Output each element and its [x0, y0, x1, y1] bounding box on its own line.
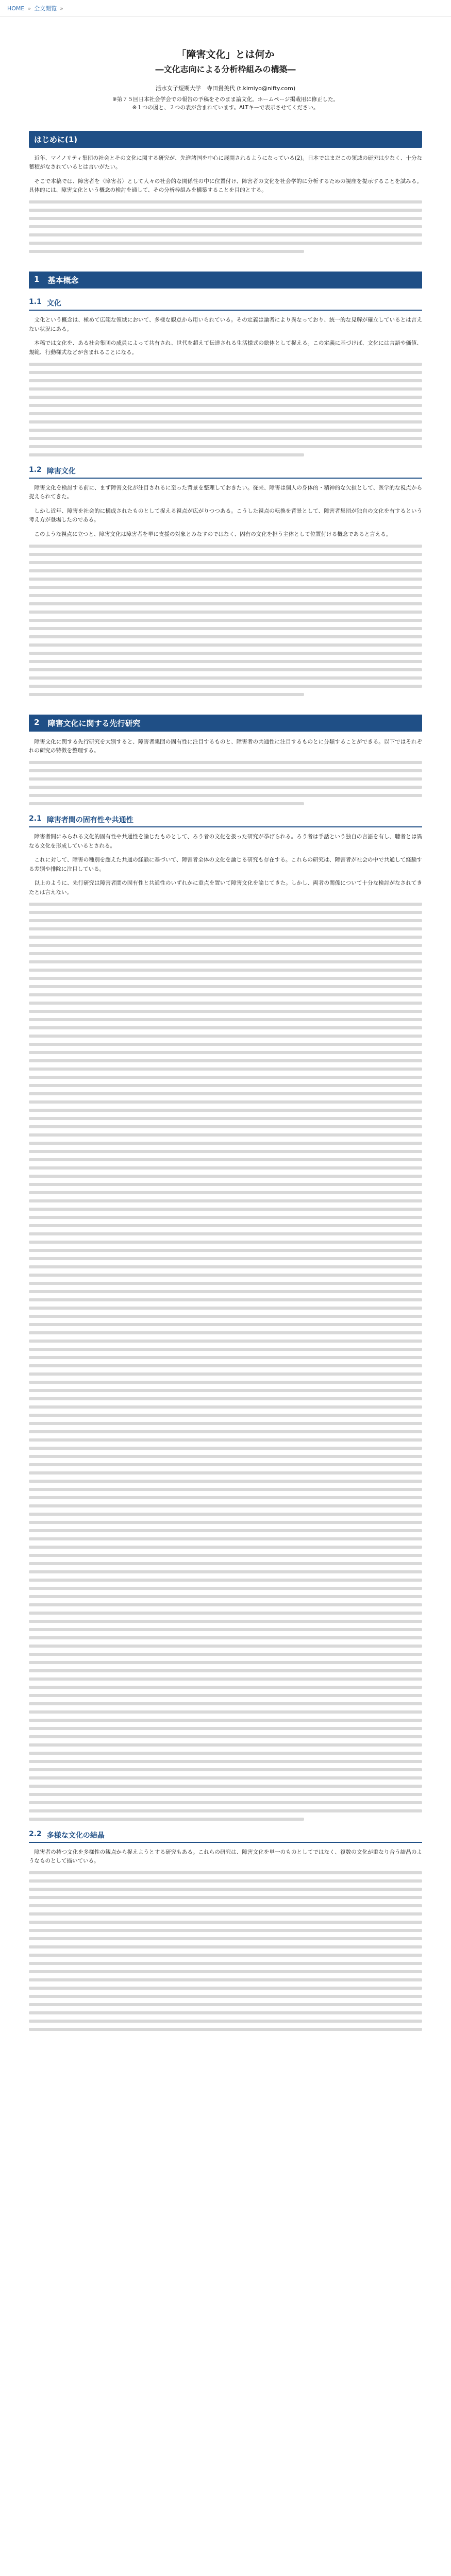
note-line: ※１つの図と、２つの表が含まれています。ALTキーで表示させてください。 [132, 105, 319, 111]
section-heading [29, 715, 422, 732]
paragraph: 近年、マイノリティ集団の社会とその文化に関する研究が、先進諸国を中心に展開されるようになっている(2)。日本ではまだこの領域の研究は少なく、十分な蓄積がなされているとは言いがたい。 [29, 155, 422, 171]
page-title: 「障害文化」とは何か [176, 49, 275, 60]
subsection-title: 障害文化 [46, 467, 76, 476]
paragraph: これに対して、障害の種別を超えた共通の経験に基づいて、障害者全体の文化を論じる研究も存在する。これらの研究は、障害者が社会の中で共通して経験する差別や排除に注目している。 [29, 857, 422, 872]
subsection-number: 1.2 [29, 465, 42, 474]
paragraph: 文化という概念は、極めて広範な領域において、多様な観点から用いられている。その定義は論者により異なっており、統一的な見解が確立しているとは言えない状況にある。 [29, 317, 422, 332]
note-line: ※第７５回日本社会学会での報告の予稿をそのまま論文化。ホームページ掲載用に修正した。 [112, 96, 339, 103]
subsection-title: 多様な文化の結晶 [46, 1831, 105, 1840]
section-heading: はじめに(1) [29, 131, 422, 148]
subsection-heading [29, 466, 422, 479]
subsection-title: 障害者間の固有性や共通性 [46, 816, 133, 824]
subsection-number: 1.1 [29, 298, 42, 307]
page-subtitle: ―文化志向による分析枠組みの構築― [155, 64, 296, 74]
text-placeholder [29, 545, 422, 696]
breadcrumb-separator: » [27, 5, 31, 12]
breadcrumb [0, 0, 451, 17]
section-number: 1 [34, 275, 40, 284]
paragraph: そこで本稿では、障害者を〈障害者〉として人々の社会的な関係性の中に位置付け、障害者の文化を社会学的に分析するための視座を提示することを試みる。具体的には、障害文化という概念の検討を通して、その分析枠組みを構築することを目的とする。 [29, 178, 422, 194]
section-title: 障害文化に関する先行研究 [47, 718, 141, 728]
paragraph: このような視点に立つと、障害文化は障害者を単に支援の対象とみなすのではなく、固有の文化を担う主体として位置付ける概念であると言える。 [34, 531, 392, 538]
section-heading [29, 272, 422, 289]
paragraph: しかし近年、障害を社会的に構成されたものとして捉える視点が広がりつつある。こうした視点の転換を背景として、障害者集団が独自の文化を有するという考え方が登場したのである。 [29, 507, 422, 523]
section-1 [29, 272, 422, 696]
subsection-heading [29, 298, 422, 311]
subsection-number: 2.1 [29, 814, 42, 823]
paragraph: 本稿では文化を、ある社会集団の成員によって共有され、世代を超えて伝達される生活様式の総体として捉える。この定義に基づけば、文化には言語や価値、規範、行動様式などが含まれることになる。 [29, 340, 422, 355]
text-placeholder [29, 761, 422, 805]
subsection-heading [29, 1830, 422, 1843]
paragraph: 障害文化を検討する前に、まず障害文化が注目されるに至った背景を整理しておきたい。従来、障害は個人の身体的・精神的な欠損として、医学的な視点から捉えられてきた。 [29, 484, 422, 500]
text-placeholder [29, 363, 422, 456]
paragraph: 障害者間にみられる文化的固有性や共通性を論じたものとして、ろう者の文化を扱った研究が挙げられる。ろう者は手話という独自の言語を有し、聴者とは異なる文化を形成しているとされる。 [29, 833, 422, 849]
subsection-title: 文化 [46, 299, 61, 308]
text-placeholder [29, 903, 422, 1821]
home-link[interactable]: HOME [7, 5, 25, 12]
paragraph: 障害者の持つ文化を多様性の観点から捉えようとする研究もある。これらの研究は、障害文化を単一のものとしてではなく、複数の文化が重なり合う結晶のようなものとして描いている。 [29, 1849, 422, 1865]
section-intro [29, 131, 422, 253]
section-number: 2 [34, 717, 40, 727]
paragraph: 以上のように、先行研究は障害者間の固有性と共通性のいずれかに重点を置いて障害文化を論じてきた。しかし、両者の関係について十分な検討がなされてきたとは言えない。 [29, 880, 422, 896]
section-2 [29, 715, 422, 2031]
current-page-link[interactable]: 全文閲覧 [34, 5, 57, 12]
section-title: 基本概念 [47, 276, 79, 285]
title-block [29, 47, 422, 112]
subsection-heading [29, 815, 422, 827]
text-placeholder [29, 200, 422, 253]
breadcrumb-arrow: » [60, 5, 63, 12]
paragraph: 障害文化に関する先行研究を大別すると、障害者集団の固有性に注目するものと、障害者の共通性に注目するものとに分類することができる。以下ではそれぞれの研究の特徴を整理する。 [29, 738, 422, 754]
subsection-number: 2.2 [29, 1829, 42, 1838]
author-line: 活水女子短期大学 寺田貴美代 (t.kimiyo@nifty.com) [155, 85, 296, 92]
text-placeholder [29, 1871, 422, 2031]
